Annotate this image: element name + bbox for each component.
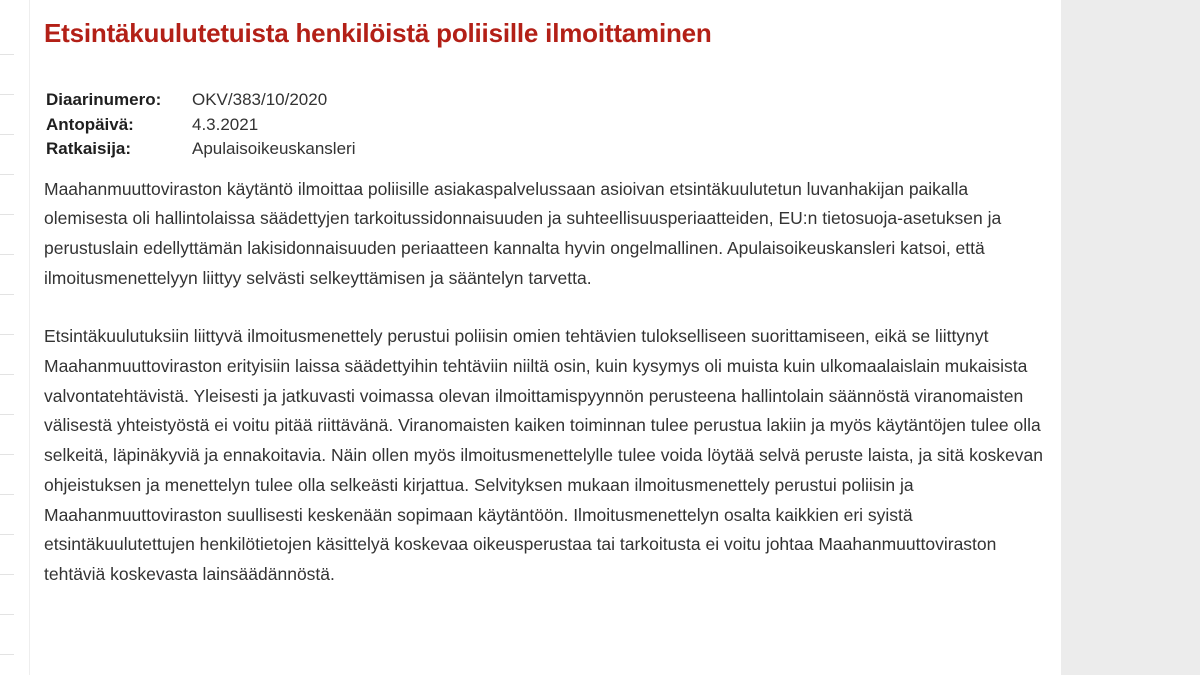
gutter-divider bbox=[0, 374, 14, 375]
decision-article bbox=[44, 14, 1049, 590]
gutter-divider bbox=[0, 174, 14, 175]
summary-paragraph: Maahanmuuttoviraston käytäntö ilmoittaa poliisille asiakaspalvelussaan asioivan etsintäkuulutetun luvanhakijan paikalla olemisesta oli hallintolaissa säädettyjen tarkoitussidonnaisuuden ja suhteellisuusperiaatteiden, EU:n tietosuoja-asetuksen ja perustuslain edellyttämän lakisidonnaisuuden periaatteen kannalta hyvin ongelmallinen. Apulaisoikeuskansleri katsoi, että ilmoitusmenettelyyn liittyy selvästi selkeyttämisen ja sääntelyn tarvetta. bbox=[44, 178, 1002, 288]
gutter-divider bbox=[0, 214, 14, 215]
gutter-divider bbox=[0, 454, 14, 455]
right-sidebar-panel bbox=[1061, 0, 1200, 675]
meta-label: Antopäivä: bbox=[46, 114, 134, 134]
left-gutter bbox=[0, 0, 14, 675]
gutter-divider bbox=[0, 574, 14, 575]
meta-label: Diaarinumero: bbox=[46, 90, 162, 110]
gutter-divider bbox=[0, 654, 14, 655]
gutter-divider bbox=[0, 414, 14, 415]
meta-row-decider bbox=[44, 137, 355, 162]
meta-label: Ratkaisija: bbox=[46, 139, 132, 159]
page-title: Etsintäkuulutetuista henkilöistä poliisille ilmoittaminen bbox=[44, 18, 712, 48]
body-paragraph: Etsintäkuulutuksiin liittyvä ilmoitusmenettely perustui poliisin omien tehtävien tulokselliseen suorittamiseen, eikä se liittynyt Maahanmuuttoviraston erityisiin laissa säädettyihin tehtäviin niiltä osin, kuin kysymys oli muista kuin ulkomaalaislain mukaisista valvontatehtävistä. Yleisesti ja jatkuvasti voimassa olevan ilmoittamispyynnön perusteena hallintolain säännöstä viranomaisten välisestä yhteistyöstä ei voitu pitää riittävänä. Viranomaisten kaiken toiminnan tulee perustua lakiin ja myös käytäntöjen tulee olla selkeitä, läpinäkyviä ja ennakoitavia. Näin ollen myös ilmoitusmenettelylle tulee voida löytää selvä peruste laista, ja sitä koskevan ohjeistuksen ja menettelyn tulee olla selkeästi kirjattua. Selvityksen mukaan ilmoitusmenettely perustui poliisin ja Maahanmuuttoviraston suullisesti keskenään sopimaan käytäntöön. Ilmoitusmenettelyn osalta kaikkien eri syistä etsintäkuulutettujen henkilötietojen käsittelyä koskevaa oikeusperustaa tai tarkoitusta ei voitu johtaa Maahanmuuttoviraston tehtäviä koskevasta lainsäädännöstä. bbox=[44, 326, 1043, 584]
gutter-divider bbox=[0, 534, 14, 535]
gutter-divider bbox=[0, 134, 14, 135]
meta-value: OKV/383/10/2020 bbox=[192, 90, 328, 110]
meta-row-diary-number bbox=[44, 88, 355, 113]
gutter-divider bbox=[0, 614, 14, 615]
gutter-divider bbox=[0, 494, 14, 495]
gutter-divider bbox=[0, 294, 14, 295]
gutter-divider bbox=[0, 254, 14, 255]
meta-value: Apulaisoikeuskansleri bbox=[192, 139, 356, 159]
meta-value: 4.3.2021 bbox=[192, 114, 259, 134]
decision-metadata bbox=[44, 88, 355, 162]
meta-row-date bbox=[44, 113, 355, 138]
gutter-divider bbox=[0, 54, 14, 55]
gutter-divider bbox=[0, 94, 14, 95]
gutter-divider bbox=[0, 334, 14, 335]
content-left-border bbox=[29, 0, 30, 675]
